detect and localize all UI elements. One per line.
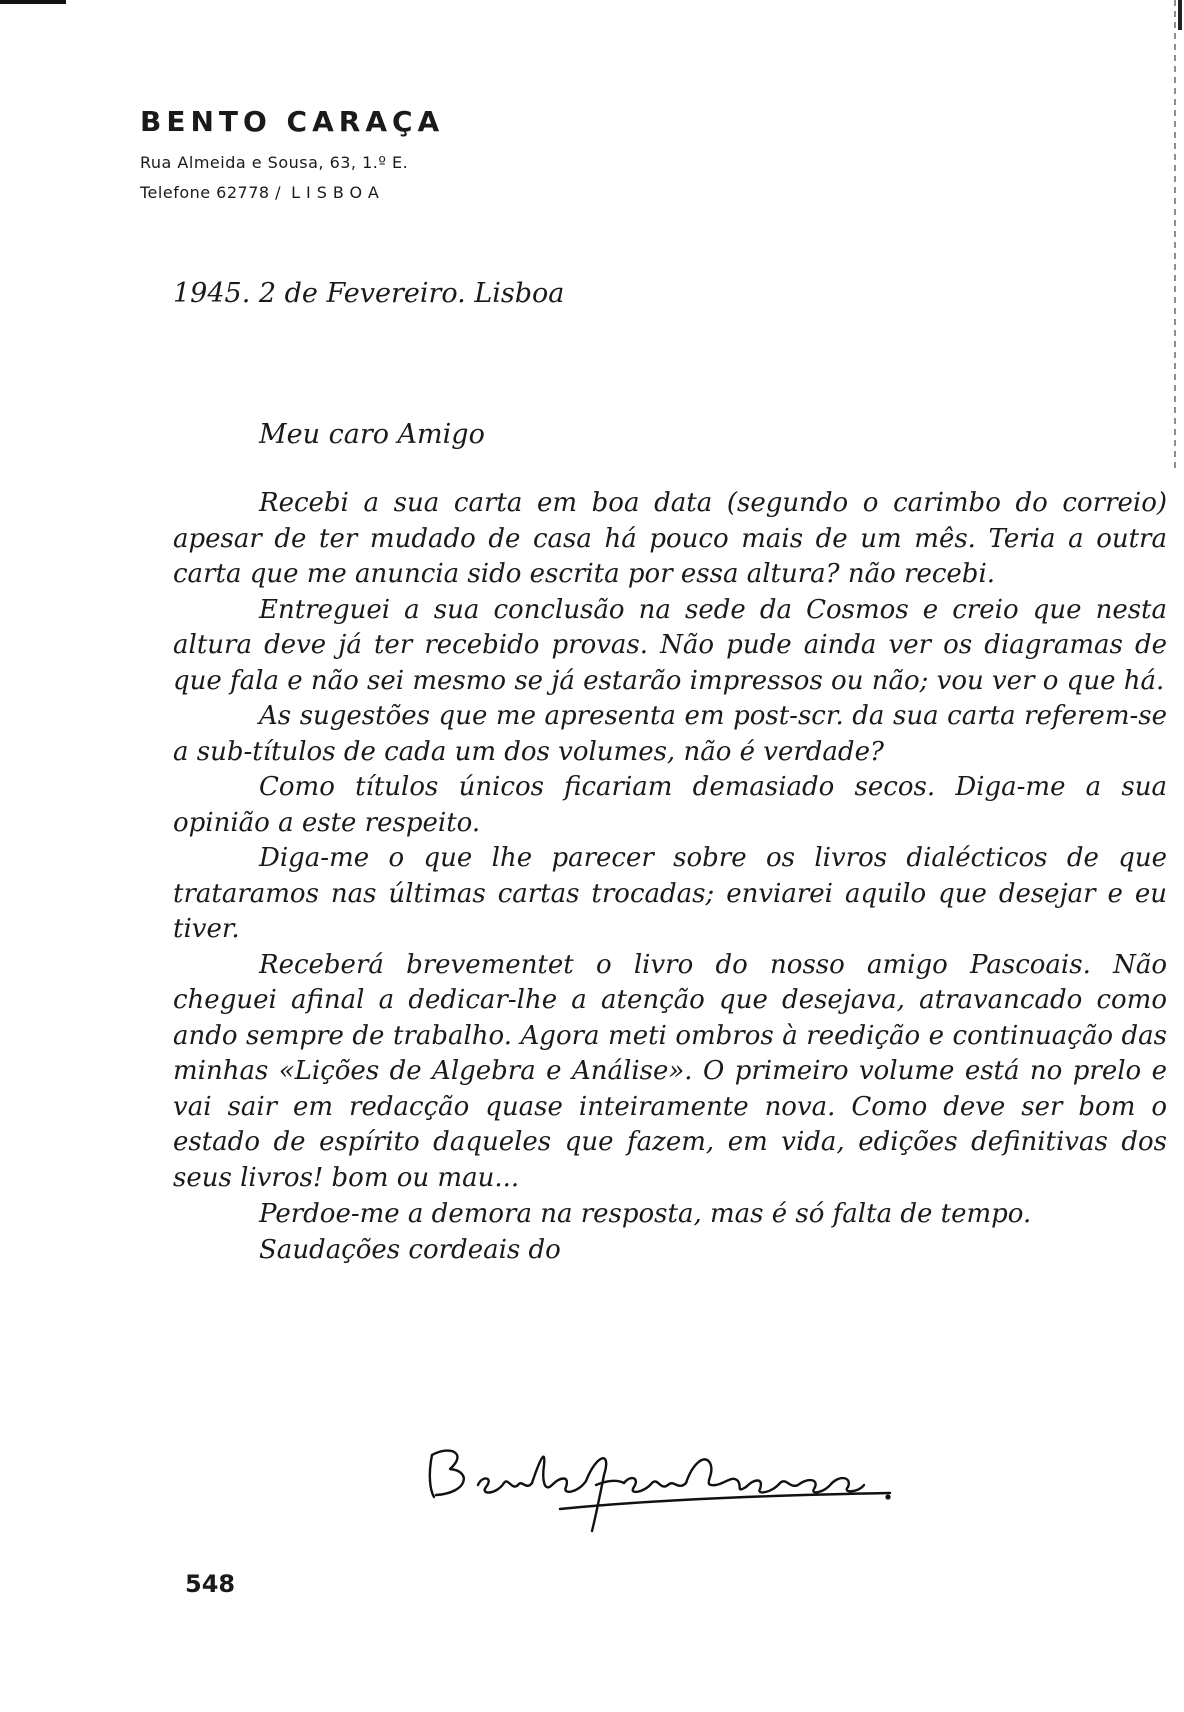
letterhead	[140, 105, 444, 208]
salutation: Meu caro Amigo	[259, 419, 485, 450]
letterhead-city: LISBOA	[291, 183, 385, 202]
closing-apology: Perdoe-me a demora na resposta, mas é só falta de tempo.	[259, 1199, 1032, 1229]
handwritten-signature	[420, 1435, 940, 1535]
paragraph: As sugestões que me apresenta em post-scr. da sua carta referem-se a sub-títulos de cada um dos volumes, não é verdade?	[173, 701, 1167, 767]
scan-edge-mark	[1178, 0, 1182, 30]
letterhead-address: Rua Almeida e Sousa, 63, 1.º E.	[140, 153, 409, 172]
scan-mark	[0, 0, 66, 4]
letterhead-name: BENTO CARAÇA	[140, 105, 445, 138]
date-line: 1945. 2 de Fevereiro. Lisboa	[173, 278, 565, 309]
letterhead-phone-row	[140, 178, 444, 208]
paragraph: Receberá brevementet o livro do nosso amigo Pascoais. Não cheguei afinal a dedicar-lhe a atenção que desejava, atravancado como ando sempre de trabalho. Agora meti ombros à reedição e continuação das minhas «Lições de Algebra e Análise». O primeiro volume está no prelo e vai sair em redacção quase inteiramente nova. Como deve ser bom o estado de espírito daqueles que fazem, em vida, edições definitivas dos seus livros! bom ou mau...	[173, 949, 1167, 1193]
scan-edge-dotted	[1174, 0, 1176, 470]
paragraph: Diga-me o que lhe parecer sobre os livros dialécticos de que trataramos nas últimas cartas trocadas; enviarei aquilo que desejar e eu tiver.	[173, 843, 1167, 944]
paragraph: Entreguei a sua conclusão na sede da Cosmos e creio que nesta altura deve já ter recebido provas. Não pude ainda ver os diagramas de que fala e não sei mesmo se já estarão impressos ou não; vou ver o que há.	[173, 594, 1167, 696]
paragraph: Recebi a sua carta em boa data (segundo o carimbo do correio) apesar de ter mudado de casa há pouco mais de um mês. Teria a outra carta que me anuncia sido escrita por essa altura? não recebi.	[173, 488, 1167, 589]
letter-body	[173, 278, 1173, 1268]
page-number: 548	[185, 1570, 236, 1598]
closing-greeting: Saudações cordeais do	[259, 1235, 561, 1265]
letterhead-phone: Telefone 62778 /	[140, 183, 282, 202]
paragraph: Como títulos únicos ficariam demasiado secos. Diga-me a sua opinião a este respeito.	[173, 772, 1167, 838]
